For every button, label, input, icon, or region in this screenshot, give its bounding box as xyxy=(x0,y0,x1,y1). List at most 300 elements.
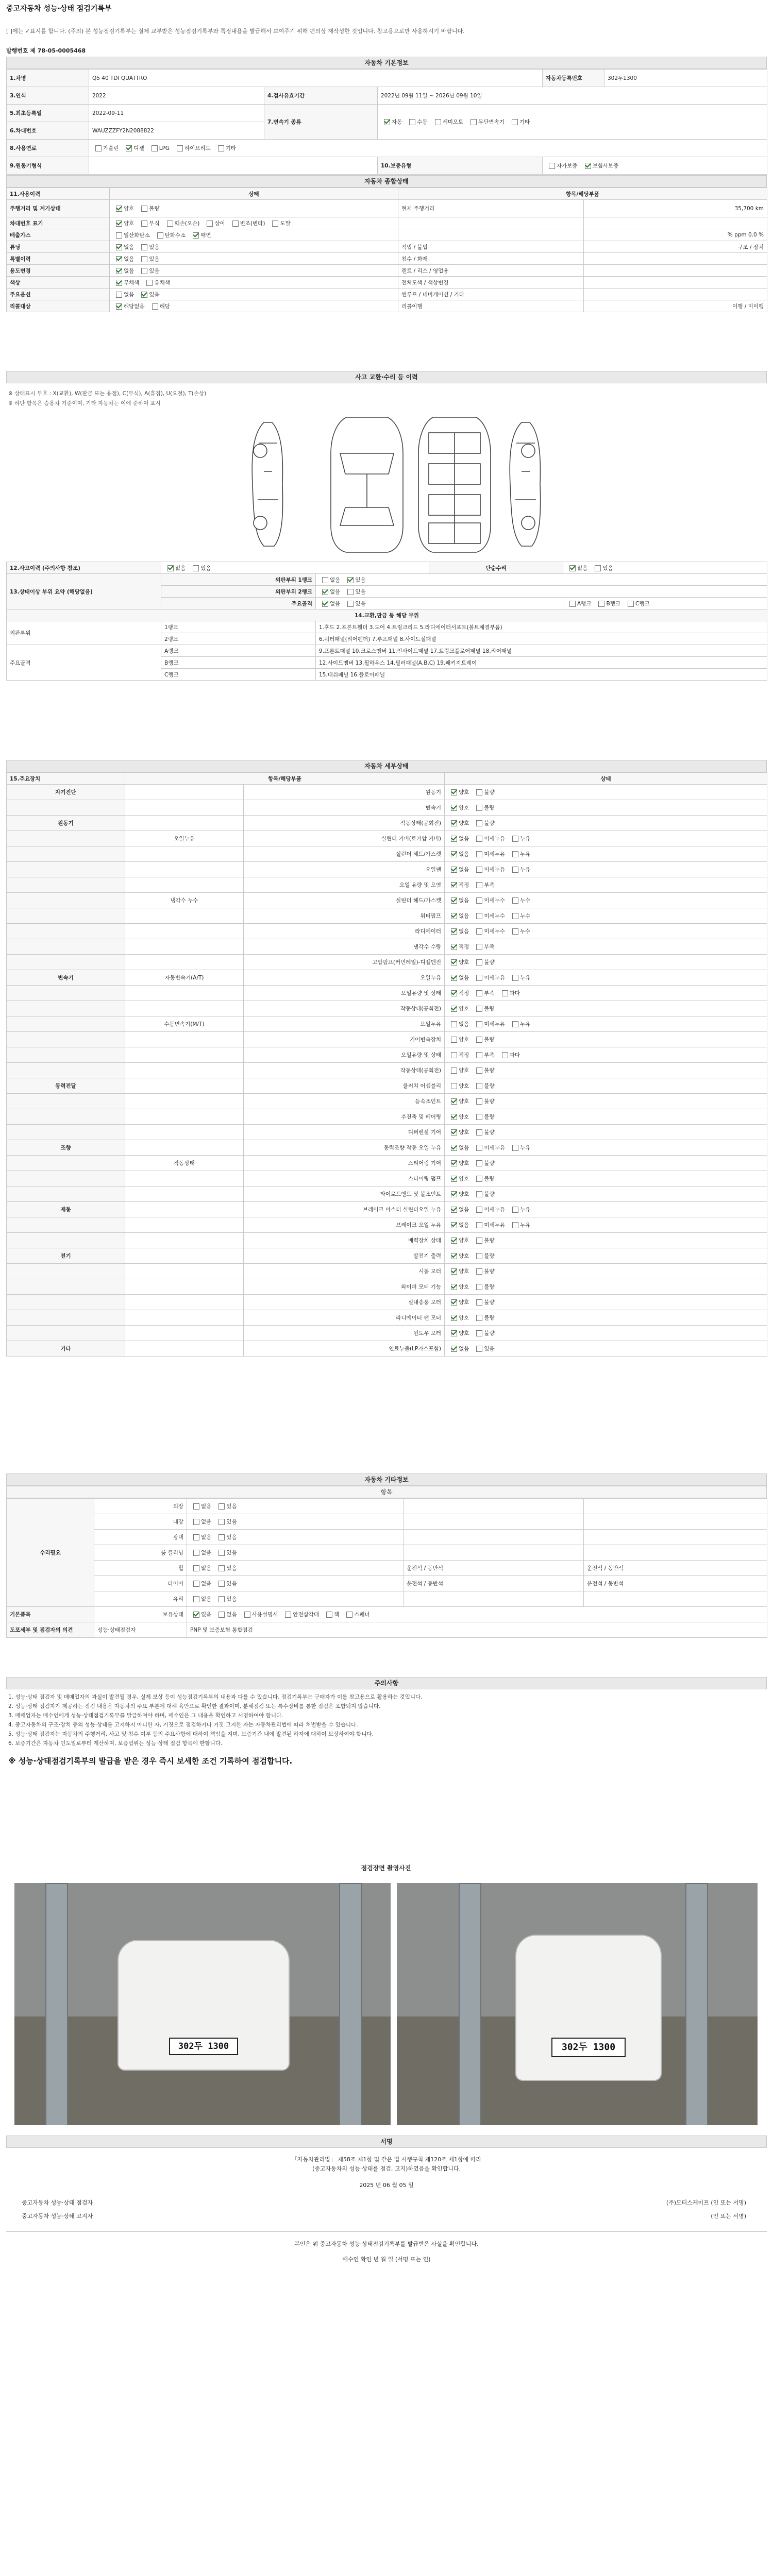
detail-row xyxy=(7,1001,767,1016)
checkbox-option xyxy=(473,1314,494,1321)
general-row-label: 리콜대상 xyxy=(7,300,110,312)
checkbox-option xyxy=(406,118,427,126)
reg-label: 자동차등록번호 xyxy=(543,70,604,87)
detail-row xyxy=(7,1047,767,1063)
checkbox-checked xyxy=(569,565,576,571)
checkbox-unchecked xyxy=(141,221,147,227)
checkbox-option xyxy=(509,1144,530,1151)
detail-group: 제동 xyxy=(7,1202,125,1217)
detail-group xyxy=(7,800,125,816)
other-row xyxy=(7,1499,767,1514)
checkbox-checked xyxy=(126,145,132,151)
other-row xyxy=(7,1591,767,1607)
checkbox-label: 없음 xyxy=(201,1596,212,1602)
checkbox-unchecked xyxy=(476,1330,482,1336)
checkbox-checked xyxy=(451,1207,457,1213)
general-row-label: 주행거리 및 계기상태 xyxy=(7,200,110,217)
detail-options xyxy=(445,1217,767,1233)
detail-item: 스티어링 펌프 xyxy=(244,1171,445,1187)
doc-number xyxy=(6,46,86,55)
other-basic-row xyxy=(7,1607,767,1622)
checkbox-option xyxy=(509,835,530,842)
detail-options xyxy=(445,1187,767,1202)
checkbox-label: 불량 xyxy=(484,1114,495,1120)
checkbox-unchecked xyxy=(193,565,199,571)
checkbox-label: 누유 xyxy=(519,867,531,873)
checkbox-option xyxy=(448,912,469,920)
detail-options xyxy=(445,1109,767,1125)
checkbox-label: 없음 xyxy=(201,1519,212,1525)
detail-options xyxy=(445,908,767,924)
checkbox-label: 기타 xyxy=(225,145,237,151)
checkbox-label: 양호 xyxy=(459,1284,469,1290)
checkbox-label: 미세누유 xyxy=(484,867,505,873)
checkbox-label: 불량 xyxy=(149,206,160,212)
checkbox-option xyxy=(473,804,494,811)
checkbox-option xyxy=(113,279,139,286)
checkbox-unchecked xyxy=(193,1519,199,1525)
checkbox-option xyxy=(546,162,578,170)
checkbox-checked xyxy=(167,565,174,571)
checkbox-label: 누유 xyxy=(519,1021,531,1027)
checkbox-checked xyxy=(347,577,354,583)
checkbox-unchecked xyxy=(476,1037,482,1043)
checkbox-option xyxy=(473,1113,494,1121)
detail-group xyxy=(7,1217,125,1233)
checkbox-label: 누수 xyxy=(519,928,531,935)
detail-item: 클러치 어셈블리 xyxy=(244,1078,445,1094)
checkbox-unchecked xyxy=(451,1037,457,1043)
checkbox-unchecked xyxy=(193,1596,199,1602)
checkbox-option xyxy=(448,1175,469,1182)
checkbox-unchecked xyxy=(512,928,518,935)
detail-group xyxy=(7,1016,125,1032)
checkbox-unchecked xyxy=(476,851,482,857)
detail-item: 시동 모터 xyxy=(244,1264,445,1279)
detail-subgroup: 수동변속기(M/T) xyxy=(125,1016,244,1032)
checkbox-label: 양호 xyxy=(459,1098,469,1105)
checkbox-unchecked xyxy=(152,145,158,151)
checkbox-label: 양호 xyxy=(459,1176,469,1182)
checkbox-option xyxy=(138,205,159,212)
sign-inspector-value: (주)모터스케이프 (인 또는 서명) xyxy=(666,2199,746,2206)
general-row-value xyxy=(584,277,767,289)
checkbox-label: 없음 xyxy=(459,836,469,842)
checkbox-unchecked xyxy=(512,975,518,981)
checkbox-option xyxy=(448,1206,469,1213)
checkbox-option xyxy=(319,600,340,607)
detail-item: 등속조인트 xyxy=(244,1094,445,1109)
checkbox-label: 있음 xyxy=(226,1596,237,1602)
checkbox-checked xyxy=(451,1253,457,1259)
checkbox-option xyxy=(509,974,530,981)
checkbox-label: 무단변속기 xyxy=(478,119,505,125)
validity-value: 2022년 09월 11일 ~ 2026년 09월 10일 xyxy=(378,87,767,105)
general-row-value: 구조 / 장치 xyxy=(584,241,767,253)
detail-row xyxy=(7,831,767,846)
other-options xyxy=(187,1514,404,1530)
car-top-view-outline xyxy=(331,417,403,552)
checkbox-option xyxy=(448,1036,469,1043)
detail-row xyxy=(7,1217,767,1233)
guarantee-label: 10.보증유형 xyxy=(378,157,543,175)
detail-options xyxy=(445,1140,767,1156)
detail-row xyxy=(7,1310,767,1326)
checkbox-label: 있음 xyxy=(355,600,366,607)
checkbox-label: 불량 xyxy=(484,1238,495,1244)
checkbox-label: 부식 xyxy=(149,220,160,227)
checkbox-option xyxy=(381,118,402,126)
checkbox-option xyxy=(149,302,170,310)
detail-options xyxy=(445,924,767,939)
sign-inspector-label: 중고자동차 성능·상태 점검자 xyxy=(22,2199,93,2206)
checkbox-label: 미세누유 xyxy=(484,1145,505,1151)
checkbox-label: 매연 xyxy=(200,232,211,239)
checkbox-option xyxy=(190,1595,211,1603)
frame-rank-options xyxy=(316,598,563,609)
checkbox-label: 훼손(오손) xyxy=(174,220,200,227)
other-side-left: 운전석 / 동반석 xyxy=(404,1576,584,1591)
checkbox-unchecked xyxy=(451,1021,457,1027)
detail-group: 조향 xyxy=(7,1140,125,1156)
checkbox-unchecked xyxy=(322,577,328,583)
checkbox-checked xyxy=(193,232,199,239)
detail-row xyxy=(7,800,767,816)
checkbox-option xyxy=(448,1113,469,1121)
checkbox-unchecked xyxy=(476,1284,482,1290)
checkbox-option xyxy=(473,835,505,842)
detail-group xyxy=(7,1326,125,1341)
checkbox-option xyxy=(448,896,469,904)
detail-subgroup xyxy=(125,1032,244,1047)
checkbox-checked xyxy=(451,1191,457,1197)
general-row-extra xyxy=(398,229,584,241)
checkbox-option xyxy=(592,564,613,572)
detail-options xyxy=(445,831,767,846)
first-reg-value: 2022-09-11 xyxy=(89,105,264,122)
checkbox-option xyxy=(113,231,150,239)
checkbox-label: 불량 xyxy=(484,805,495,811)
other-options xyxy=(187,1499,404,1514)
detail-subgroup xyxy=(125,1217,244,1233)
checkbox-label: 해당 xyxy=(159,303,170,310)
note-item: 1. 성능·상태 점검자 및 매매업자의 과실이 발견될 경우, 실제 보상 등이 성능점검기록부의 내용과 다를 수 있습니다. 점검기록부는 구매자가 이를 참고용으로 활용하는 것입니다. xyxy=(8,1694,423,1700)
checkbox-option xyxy=(448,819,469,827)
checkbox-unchecked xyxy=(272,221,278,227)
checkbox-unchecked xyxy=(219,1534,225,1540)
detail-row xyxy=(7,908,767,924)
checkbox-unchecked xyxy=(476,975,482,981)
detail-subgroup xyxy=(125,955,244,970)
detail-subgroup xyxy=(125,1001,244,1016)
detail-options xyxy=(445,785,767,800)
checkbox-option xyxy=(215,1564,237,1572)
checkbox-option xyxy=(566,564,587,572)
checkbox-unchecked xyxy=(476,897,482,904)
detail-options xyxy=(445,1341,767,1357)
checkbox-label: 양호 xyxy=(459,1253,469,1259)
checkbox-label: 양호 xyxy=(459,959,469,965)
detail-options xyxy=(445,1016,767,1032)
other-item: 유리 xyxy=(94,1591,187,1607)
sign-notifier-label: 중고자동차 성능·상태 고지자 xyxy=(22,2213,93,2219)
buyer-confirm-1: 본인은 위 중고자동차 성능·상태점검기록부를 발급받은 사실을 확인합니다. xyxy=(294,2241,479,2247)
checkbox-label: 없음 xyxy=(201,1503,212,1510)
detail-row xyxy=(7,1233,767,1248)
checkbox-label: 부족 xyxy=(484,990,495,996)
detail-subgroup xyxy=(125,877,244,893)
detail-header-3: 상태 xyxy=(445,773,767,785)
detail-subgroup xyxy=(125,1171,244,1187)
other-side-left xyxy=(404,1499,584,1514)
checkbox-option xyxy=(473,866,505,873)
checkbox-option xyxy=(473,1267,494,1275)
checkbox-option xyxy=(319,576,340,584)
general-row-extra xyxy=(398,217,584,229)
checkbox-unchecked xyxy=(512,836,518,842)
other-item: 광택 xyxy=(94,1530,187,1545)
detail-group xyxy=(7,1047,125,1063)
checkbox-label: 없음 xyxy=(330,600,341,607)
general-section xyxy=(6,175,767,312)
checkbox-option xyxy=(509,927,530,935)
other-side-right xyxy=(584,1545,767,1561)
detail-group xyxy=(7,831,125,846)
detail-subgroup xyxy=(125,1078,244,1094)
detail-group xyxy=(7,1233,125,1248)
checkbox-unchecked xyxy=(193,1565,199,1571)
checkbox-option xyxy=(448,958,469,966)
checkbox-option xyxy=(448,1020,469,1028)
detail-group: 전기 xyxy=(7,1248,125,1264)
general-section-title: 자동차 종합상태 xyxy=(6,175,767,188)
vin-value: WAUZZZFY2N2088822 xyxy=(89,122,264,140)
detail-subgroup xyxy=(125,908,244,924)
checkbox-unchecked xyxy=(409,119,415,125)
general-row-options xyxy=(110,289,398,300)
checkbox-option xyxy=(473,1005,494,1012)
checkbox-option xyxy=(473,1097,494,1105)
detail-subgroup xyxy=(125,1202,244,1217)
checkbox-unchecked xyxy=(512,851,518,857)
general-row-extra: 썬루프 / 네비게이션 / 기타 xyxy=(398,289,584,300)
checkbox-checked xyxy=(116,303,122,310)
other-item: 휠 xyxy=(94,1561,187,1576)
detail-row xyxy=(7,1032,767,1047)
other-side-right xyxy=(584,1591,767,1607)
general-row-options xyxy=(110,277,398,289)
checkbox-label: 양호 xyxy=(459,1315,469,1321)
checkbox-label: B랭크 xyxy=(606,600,620,607)
checkbox-label: 부족 xyxy=(484,944,495,950)
year-label: 3.연식 xyxy=(7,87,89,105)
outer-parts-label: 외판부위 xyxy=(7,621,161,645)
accident-legend-2: ※ 하단 항목은 승용차 기준이며, 기타 자동차는 이에 준하여 표시 xyxy=(8,400,161,406)
rank1-label: 외판부위 1랭크 xyxy=(161,574,316,586)
detail-table xyxy=(6,772,767,1357)
checkbox-label: 없음 xyxy=(201,1565,212,1571)
other-item: 타이어 xyxy=(94,1576,187,1591)
rank2-options xyxy=(316,586,767,598)
detail-options xyxy=(445,1078,767,1094)
checkbox-label: 누수 xyxy=(519,913,531,919)
rank-1-name: 1랭크 xyxy=(161,621,316,633)
basic-items-sub: 보유상태 xyxy=(94,1607,187,1622)
detail-options xyxy=(445,1295,767,1310)
basic-section xyxy=(6,57,767,175)
checkbox-label: 양호 xyxy=(459,1330,469,1336)
checkbox-label: 없음 xyxy=(459,913,469,919)
checkbox-option xyxy=(123,144,144,152)
checkbox-unchecked xyxy=(476,1083,482,1089)
other-subhead: 항목 xyxy=(6,1486,767,1498)
checkbox-label: 불량 xyxy=(484,1098,495,1105)
frame-rank-tail xyxy=(563,598,767,609)
checkbox-option xyxy=(448,1190,469,1198)
opinion-label: 도포세부 및 점검자의 의견 xyxy=(7,1622,94,1638)
checkbox-option xyxy=(241,1611,278,1618)
checkbox-option xyxy=(143,279,170,286)
checkbox-option xyxy=(448,927,469,935)
checkbox-checked xyxy=(116,256,122,262)
checkbox-label: 세미오토 xyxy=(442,119,464,125)
other-options xyxy=(187,1591,404,1607)
simple-repair-label: 단순수리 xyxy=(429,562,563,574)
checkbox-label: 있음 xyxy=(226,1534,237,1540)
detail-options xyxy=(445,986,767,1001)
checkbox-unchecked xyxy=(598,601,604,607)
notes-warning: ※ 성능·상태점검기록부의 발급을 받은 경우 즉시 보세한 조건 기록하여 점검합니다. xyxy=(8,1756,293,1766)
detail-row xyxy=(7,893,767,908)
detail-subgroup: 오일누유 xyxy=(125,831,244,846)
detail-subgroup xyxy=(125,862,244,877)
detail-options xyxy=(445,1156,767,1171)
accident-section-title: 사고 교환·수리 등 이력 xyxy=(6,371,767,383)
checkbox-option xyxy=(215,1580,237,1587)
checkbox-unchecked xyxy=(435,119,441,125)
detail-options xyxy=(445,955,767,970)
checkbox-option xyxy=(473,1298,494,1306)
checkbox-label: 수동 xyxy=(417,119,428,125)
detail-subgroup xyxy=(125,1341,244,1357)
checkbox-option xyxy=(190,1549,211,1556)
general-row-label: 배출가스 xyxy=(7,229,110,241)
detail-item: 브레이크 마스터 실린더오일 누유 xyxy=(244,1202,445,1217)
checkbox-unchecked xyxy=(476,1114,482,1120)
detail-row xyxy=(7,1063,767,1078)
checkbox-unchecked xyxy=(512,867,518,873)
checkbox-label: 없음 xyxy=(201,1534,212,1540)
checkbox-checked xyxy=(451,944,457,950)
checkbox-label: 없음 xyxy=(201,1550,212,1556)
checkbox-label: A랭크 xyxy=(577,600,592,607)
checkbox-option xyxy=(448,1283,469,1291)
checkbox-checked xyxy=(451,959,457,965)
checkbox-option xyxy=(473,1221,505,1229)
other-options xyxy=(187,1561,404,1576)
general-row-label: 튜닝 xyxy=(7,241,110,253)
detail-subgroup xyxy=(125,1326,244,1341)
general-row-label: 주요옵션 xyxy=(7,289,110,300)
detail-subgroup xyxy=(125,785,244,800)
checkbox-option xyxy=(509,850,530,858)
detail-row xyxy=(7,1156,767,1171)
checkbox-label: 불량 xyxy=(484,820,495,826)
checkbox-label: 과다 xyxy=(509,1052,520,1058)
checkbox-label: 양호 xyxy=(459,1006,469,1012)
checkbox-label: 미세누유 xyxy=(484,1021,505,1027)
checkbox-option xyxy=(138,291,159,298)
checkbox-option xyxy=(499,1051,520,1059)
checkbox-checked xyxy=(322,601,328,607)
basic-items-label: 기본품목 xyxy=(7,1607,94,1622)
checkbox-option xyxy=(448,1005,469,1012)
checkbox-label: 양호 xyxy=(459,1160,469,1166)
vin-label: 6.차대번호 xyxy=(7,122,89,140)
detail-row xyxy=(7,1016,767,1032)
checkbox-label: C랭크 xyxy=(635,600,650,607)
checkbox-option xyxy=(113,267,134,275)
checkbox-unchecked xyxy=(476,1052,482,1058)
other-row xyxy=(7,1530,767,1545)
checkbox-checked xyxy=(116,280,122,286)
notes-list xyxy=(6,1689,767,1753)
detail-row xyxy=(7,1140,767,1156)
checkbox-option xyxy=(473,1190,494,1198)
checkbox-option xyxy=(344,600,365,607)
general-row-value: 이행 / 미이행 xyxy=(584,300,767,312)
checkbox-unchecked xyxy=(219,1519,225,1525)
checkbox-label: 없음 xyxy=(459,928,469,935)
detail-row xyxy=(7,939,767,955)
checkbox-option xyxy=(473,1066,494,1074)
detail-group: 변속기 xyxy=(7,970,125,986)
rank-2-name: 2랭크 xyxy=(161,633,316,645)
checkbox-label: 미세누유 xyxy=(484,1207,505,1213)
checkbox-option xyxy=(467,118,505,126)
checkbox-unchecked xyxy=(167,221,173,227)
checkbox-label: 적정 xyxy=(459,944,469,950)
checkbox-unchecked xyxy=(219,1503,225,1510)
checkbox-option xyxy=(448,1221,469,1229)
checkbox-label: 양호 xyxy=(459,1037,469,1043)
checkbox-unchecked xyxy=(476,959,482,965)
detail-subgroup xyxy=(125,1047,244,1063)
accident-section xyxy=(6,371,767,681)
checkbox-option xyxy=(625,600,650,607)
note-item: 4. 중고자동차의 구조·장치 등의 성능·상태를 고지하지 아니한 자, 거짓으로 점검하거나 거짓 고지한 자는 자동차관리법에 따라 처벌받을 수 있습니다. xyxy=(8,1722,358,1728)
first-reg-label: 5.최초등록일 xyxy=(7,105,89,122)
checkbox-option xyxy=(473,1128,494,1136)
checkbox-checked xyxy=(451,1268,457,1275)
checkbox-option xyxy=(448,1144,469,1151)
checkbox-checked xyxy=(451,805,457,811)
checkbox-option xyxy=(164,219,200,227)
detail-options xyxy=(445,1248,767,1264)
checkbox-unchecked xyxy=(347,601,354,607)
checkbox-label: 불량 xyxy=(484,1268,495,1275)
general-header-1: 11.사용이력 xyxy=(7,188,110,200)
checkbox-checked xyxy=(451,1299,457,1306)
rank-b-name: B랭크 xyxy=(161,657,316,669)
general-row xyxy=(7,241,767,253)
checkbox-label: 해당없음 xyxy=(124,303,145,310)
detail-options xyxy=(445,1001,767,1016)
detail-subgroup: 냉각수 누수 xyxy=(125,893,244,908)
detail-row xyxy=(7,1109,767,1125)
checkbox-unchecked xyxy=(512,1021,518,1027)
detail-group xyxy=(7,1310,125,1326)
